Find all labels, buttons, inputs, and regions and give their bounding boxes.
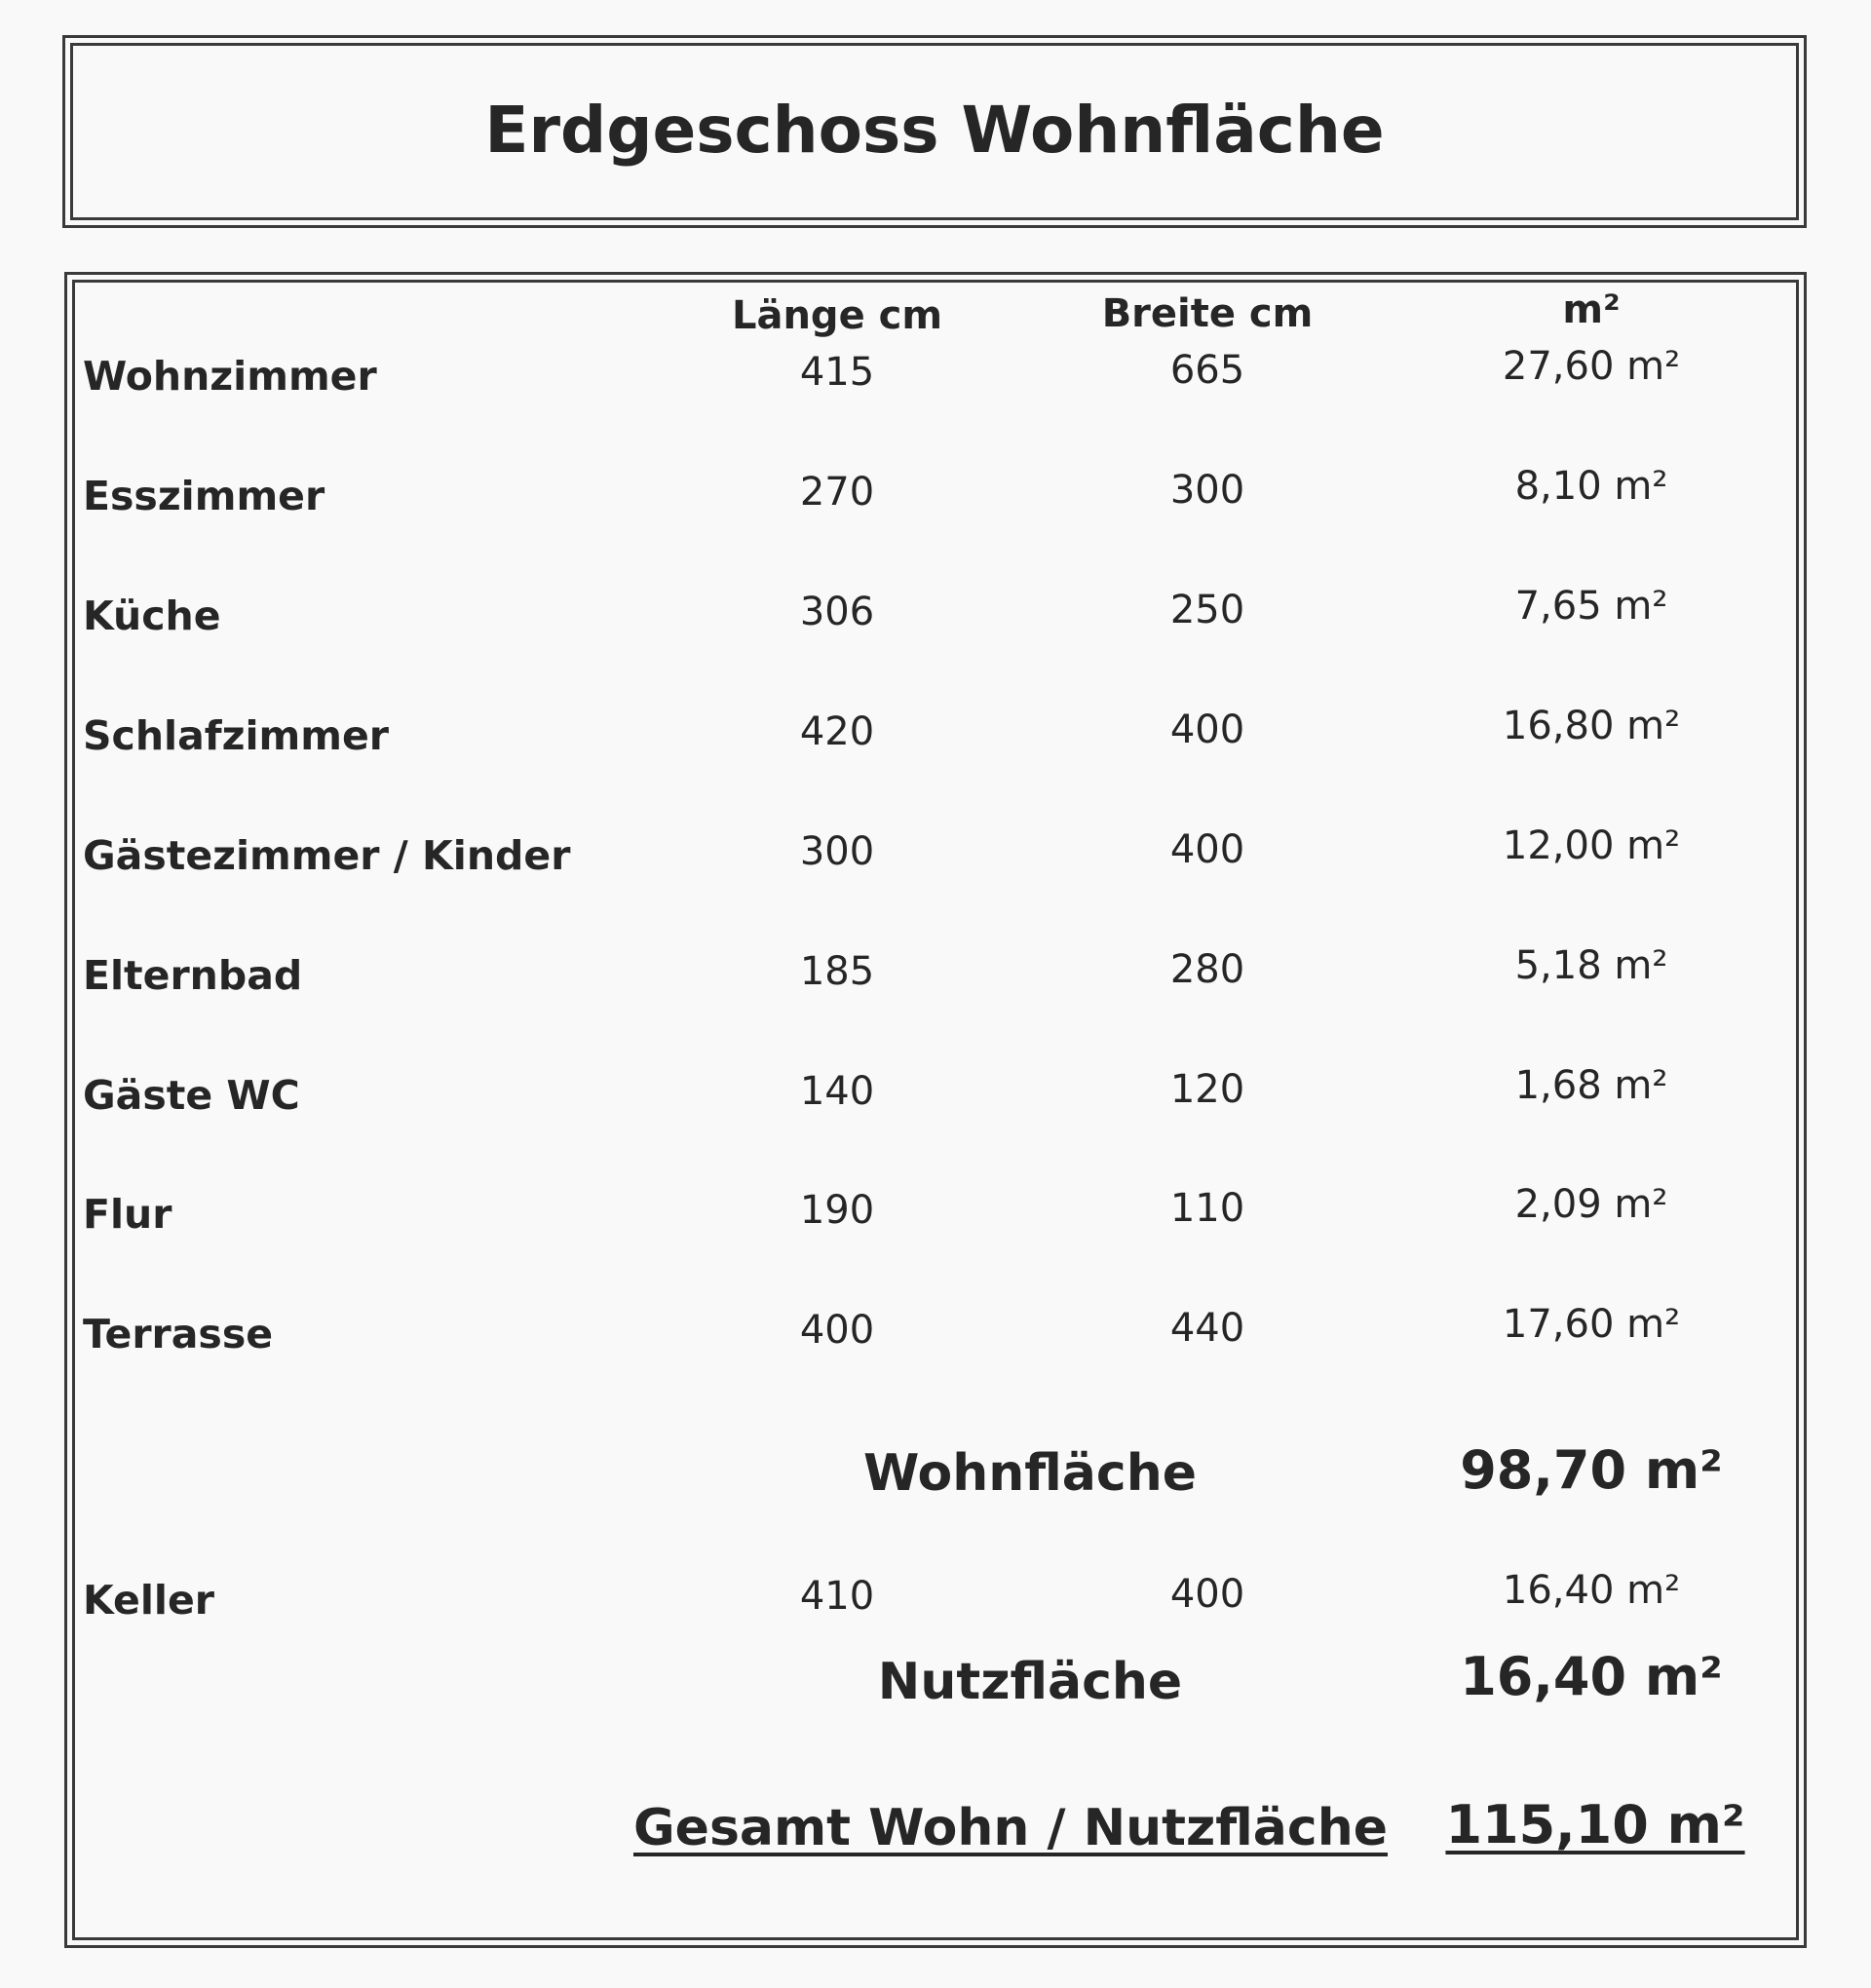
room-name: Wohnzimmer (83, 353, 377, 400)
room-area: 27,60 m² (1502, 344, 1681, 389)
room-name: Esszimmer (83, 473, 325, 519)
room-width: 665 (1169, 348, 1245, 393)
room-width: 400 (1169, 827, 1245, 872)
room-length: 270 (799, 470, 875, 515)
room-name: Elternbad (83, 952, 303, 999)
room-area: 8,10 m² (1514, 464, 1668, 509)
room-length: 415 (799, 350, 875, 395)
room-name: Gästezimmer / Kinder (83, 832, 571, 879)
title-box (70, 43, 1799, 220)
gesamt-value: 115,10 m² (1445, 1794, 1745, 1855)
room-name: Küche (83, 593, 221, 639)
header-length: Länge cm (731, 293, 943, 338)
keller-length: 410 (799, 1574, 875, 1619)
room-width: 440 (1169, 1306, 1245, 1351)
room-area: 16,80 m² (1502, 704, 1681, 748)
room-length: 420 (799, 709, 875, 754)
keller-width: 400 (1169, 1572, 1245, 1617)
room-length: 190 (799, 1188, 875, 1233)
room-length: 140 (799, 1069, 875, 1114)
room-area: 12,00 m² (1502, 823, 1681, 868)
page-title: Erdgeschoss Wohnfläche (484, 93, 1385, 168)
wohnflaeche-label: Wohnfläche (862, 1444, 1198, 1503)
area-table (72, 280, 1799, 1940)
room-width: 250 (1169, 588, 1245, 632)
header-area: m² (1562, 287, 1621, 332)
room-width: 280 (1169, 947, 1245, 992)
room-width: 110 (1169, 1186, 1245, 1231)
room-length: 300 (799, 829, 875, 874)
keller-name: Keller (83, 1577, 214, 1624)
nutzflaeche-label: Nutzfläche (877, 1653, 1183, 1711)
room-area: 7,65 m² (1514, 584, 1668, 629)
room-length: 306 (799, 590, 875, 634)
room-name: Gäste WC (83, 1072, 300, 1119)
keller-area: 16,40 m² (1502, 1568, 1681, 1613)
room-width: 400 (1169, 707, 1245, 752)
room-area: 1,68 m² (1514, 1063, 1668, 1108)
room-name: Schlafzimmer (83, 712, 389, 759)
room-length: 185 (799, 949, 875, 994)
room-name: Flur (83, 1191, 172, 1238)
gesamt-label: Gesamt Wohn / Nutzfläche (632, 1799, 1389, 1857)
header-width: Breite cm (1101, 291, 1314, 336)
room-area: 2,09 m² (1514, 1182, 1668, 1227)
room-area: 17,60 m² (1502, 1302, 1681, 1347)
wohnflaeche-value: 98,70 m² (1460, 1439, 1723, 1501)
room-width: 120 (1169, 1067, 1245, 1112)
room-length: 400 (799, 1308, 875, 1353)
nutzflaeche-value: 16,40 m² (1460, 1646, 1723, 1707)
room-width: 300 (1169, 468, 1245, 513)
room-area: 5,18 m² (1514, 943, 1668, 988)
room-name: Terrasse (83, 1311, 274, 1357)
